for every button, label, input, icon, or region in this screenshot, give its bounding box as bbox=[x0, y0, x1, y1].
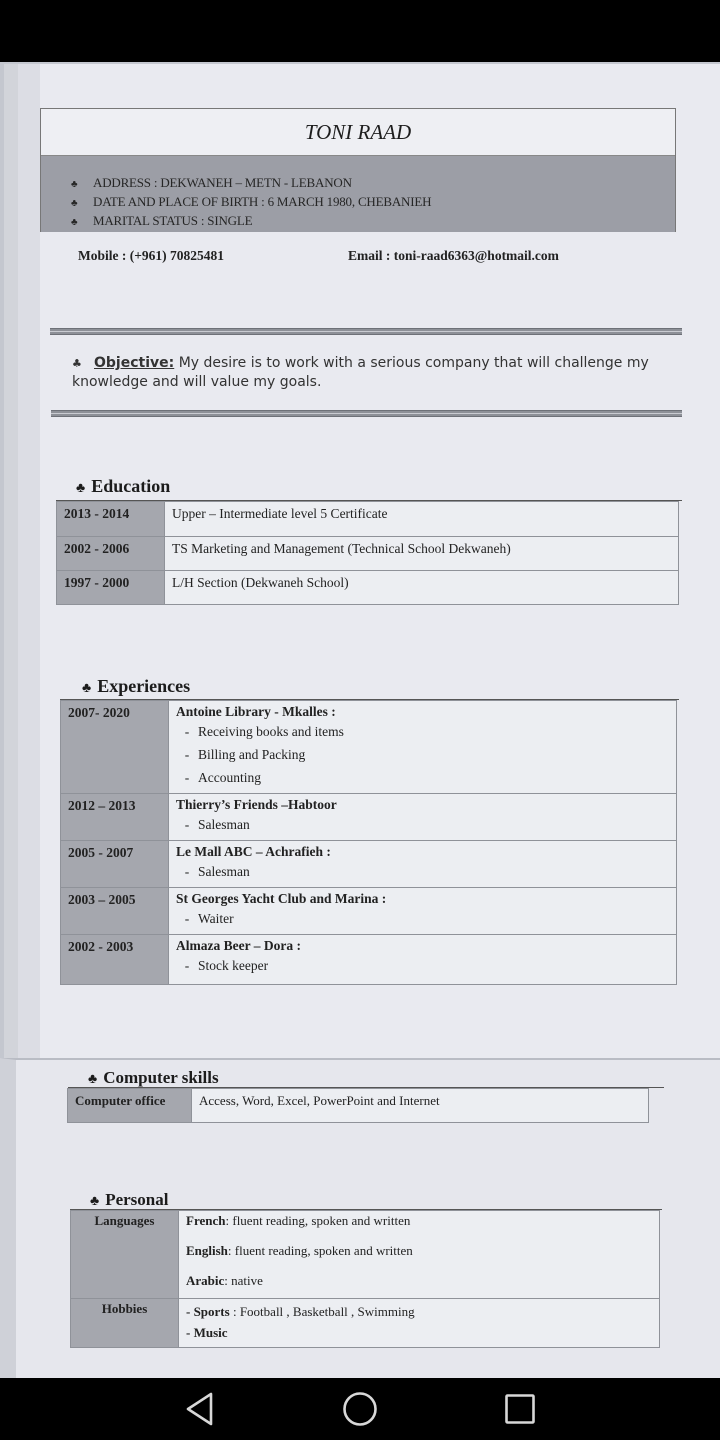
resume-header bbox=[40, 108, 676, 232]
marital-status-item: ♣ MARITAL STATUS : SINGLE bbox=[71, 212, 675, 231]
table-row: Languages French: fluent reading, spoken and written English: fluent reading, spoken and written Arabic: native bbox=[71, 1211, 660, 1299]
table-row: Hobbies - Sports : Football , Basketball , Swimming - Music bbox=[71, 1299, 660, 1348]
table-row: 2003 – 2005 St Georges Yacht Club and Marina : - Waiter bbox=[61, 888, 677, 935]
divider-rule bbox=[50, 328, 682, 335]
club-bullet-icon: ♣ bbox=[71, 198, 78, 209]
personal-heading: ♣ Personal bbox=[90, 1190, 169, 1209]
home-icon bbox=[342, 1391, 378, 1427]
hobby-item: - Sports : Football , Basketball , Swimming bbox=[186, 1304, 415, 1319]
table-row: 2002 - 2006 TS Marketing and Management (Technical School Dekwaneh) bbox=[57, 537, 679, 571]
computer-skills-table bbox=[67, 1088, 649, 1123]
candidate-name: TONI RAAD bbox=[41, 109, 675, 156]
table-row: 2007- 2020 Antoine Library - Mkalles : - Receiving books and items - Billing and Packing - Accounting bbox=[61, 701, 677, 794]
table-row: Computer office Access, Word, Excel, PowerPoint and Internet bbox=[68, 1089, 649, 1123]
table-row: 1997 - 2000 L/H Section (Dekwaneh School) bbox=[57, 571, 679, 605]
computer-skills-heading: ♣ Computer skills bbox=[88, 1068, 219, 1087]
back-button[interactable] bbox=[160, 1378, 240, 1440]
experiences-heading: ♣ Experiences bbox=[82, 676, 191, 696]
back-icon bbox=[185, 1392, 215, 1426]
club-bullet-icon: ♣ bbox=[71, 217, 78, 228]
club-bullet-icon: ♣ bbox=[88, 1072, 98, 1087]
employer-name: Thierry’s Friends –Habtoor bbox=[176, 797, 337, 812]
recents-button[interactable] bbox=[480, 1378, 560, 1440]
language-item: Arabic: native bbox=[186, 1273, 263, 1288]
employer-name: Antoine Library - Mkalles : bbox=[176, 704, 336, 719]
duty-item: - Accounting bbox=[176, 766, 669, 789]
address-item: ♣ ADDRESS : DEKWANEH – METN - LEBANON bbox=[71, 174, 675, 193]
divider-rule bbox=[51, 410, 682, 417]
table-row: 2005 - 2007 Le Mall ABC – Achrafieh : - Salesman bbox=[61, 841, 677, 888]
objective-text: My desire is to work with a serious company that will challenge my knowledge and will value my goals. bbox=[72, 355, 649, 390]
recents-icon bbox=[504, 1393, 536, 1425]
language-item: French: fluent reading, spoken and written bbox=[186, 1213, 411, 1228]
table-row: 2012 – 2013 Thierry’s Friends –Habtoor - Salesman bbox=[61, 794, 677, 841]
language-item: English: fluent reading, spoken and written bbox=[186, 1243, 413, 1258]
objective-block bbox=[72, 354, 672, 392]
club-bullet-icon: ♣ bbox=[82, 681, 92, 696]
employer-name: Le Mall ABC – Achrafieh : bbox=[176, 844, 331, 859]
birth-item: ♣ DATE AND PLACE OF BIRTH : 6 MARCH 1980, CHEBANIEH bbox=[71, 193, 675, 212]
home-button[interactable] bbox=[320, 1378, 400, 1440]
duty-item: - Receiving books and items bbox=[176, 720, 669, 743]
duty-item: - Salesman bbox=[176, 860, 669, 883]
navigation-bar bbox=[0, 1378, 720, 1440]
club-bullet-icon: ♣ bbox=[76, 481, 86, 496]
employer-name: St Georges Yacht Club and Marina : bbox=[176, 891, 387, 906]
education-heading: ♣ Education bbox=[76, 476, 171, 496]
table-row: 2002 - 2003 Almaza Beer – Dora : - Stock keeper bbox=[61, 935, 677, 985]
duty-item: - Waiter bbox=[176, 907, 669, 930]
duty-item: - Stock keeper bbox=[176, 954, 669, 977]
table-row: 2013 - 2014 Upper – Intermediate level 5 Certificate bbox=[57, 502, 679, 537]
objective-label: Objective: bbox=[94, 355, 175, 371]
resume-photo bbox=[0, 62, 720, 1378]
mobile-number: Mobile : (+961) 70825481 bbox=[78, 248, 225, 263]
experiences-table bbox=[60, 700, 677, 985]
personal-table bbox=[70, 1210, 660, 1348]
education-table bbox=[56, 501, 679, 605]
duty-item: - Billing and Packing bbox=[176, 743, 669, 766]
employer-name: Almaza Beer – Dora : bbox=[176, 938, 301, 953]
personal-details-band bbox=[41, 156, 675, 232]
hobby-item: - Music bbox=[186, 1325, 228, 1340]
duty-item: - Salesman bbox=[176, 813, 669, 836]
email-address: Email : toni-raad6363@hotmail.com bbox=[348, 248, 559, 263]
club-bullet-icon: ♣ bbox=[71, 179, 78, 190]
club-bullet-icon: ♣ bbox=[72, 357, 82, 370]
club-bullet-icon: ♣ bbox=[90, 1194, 100, 1209]
